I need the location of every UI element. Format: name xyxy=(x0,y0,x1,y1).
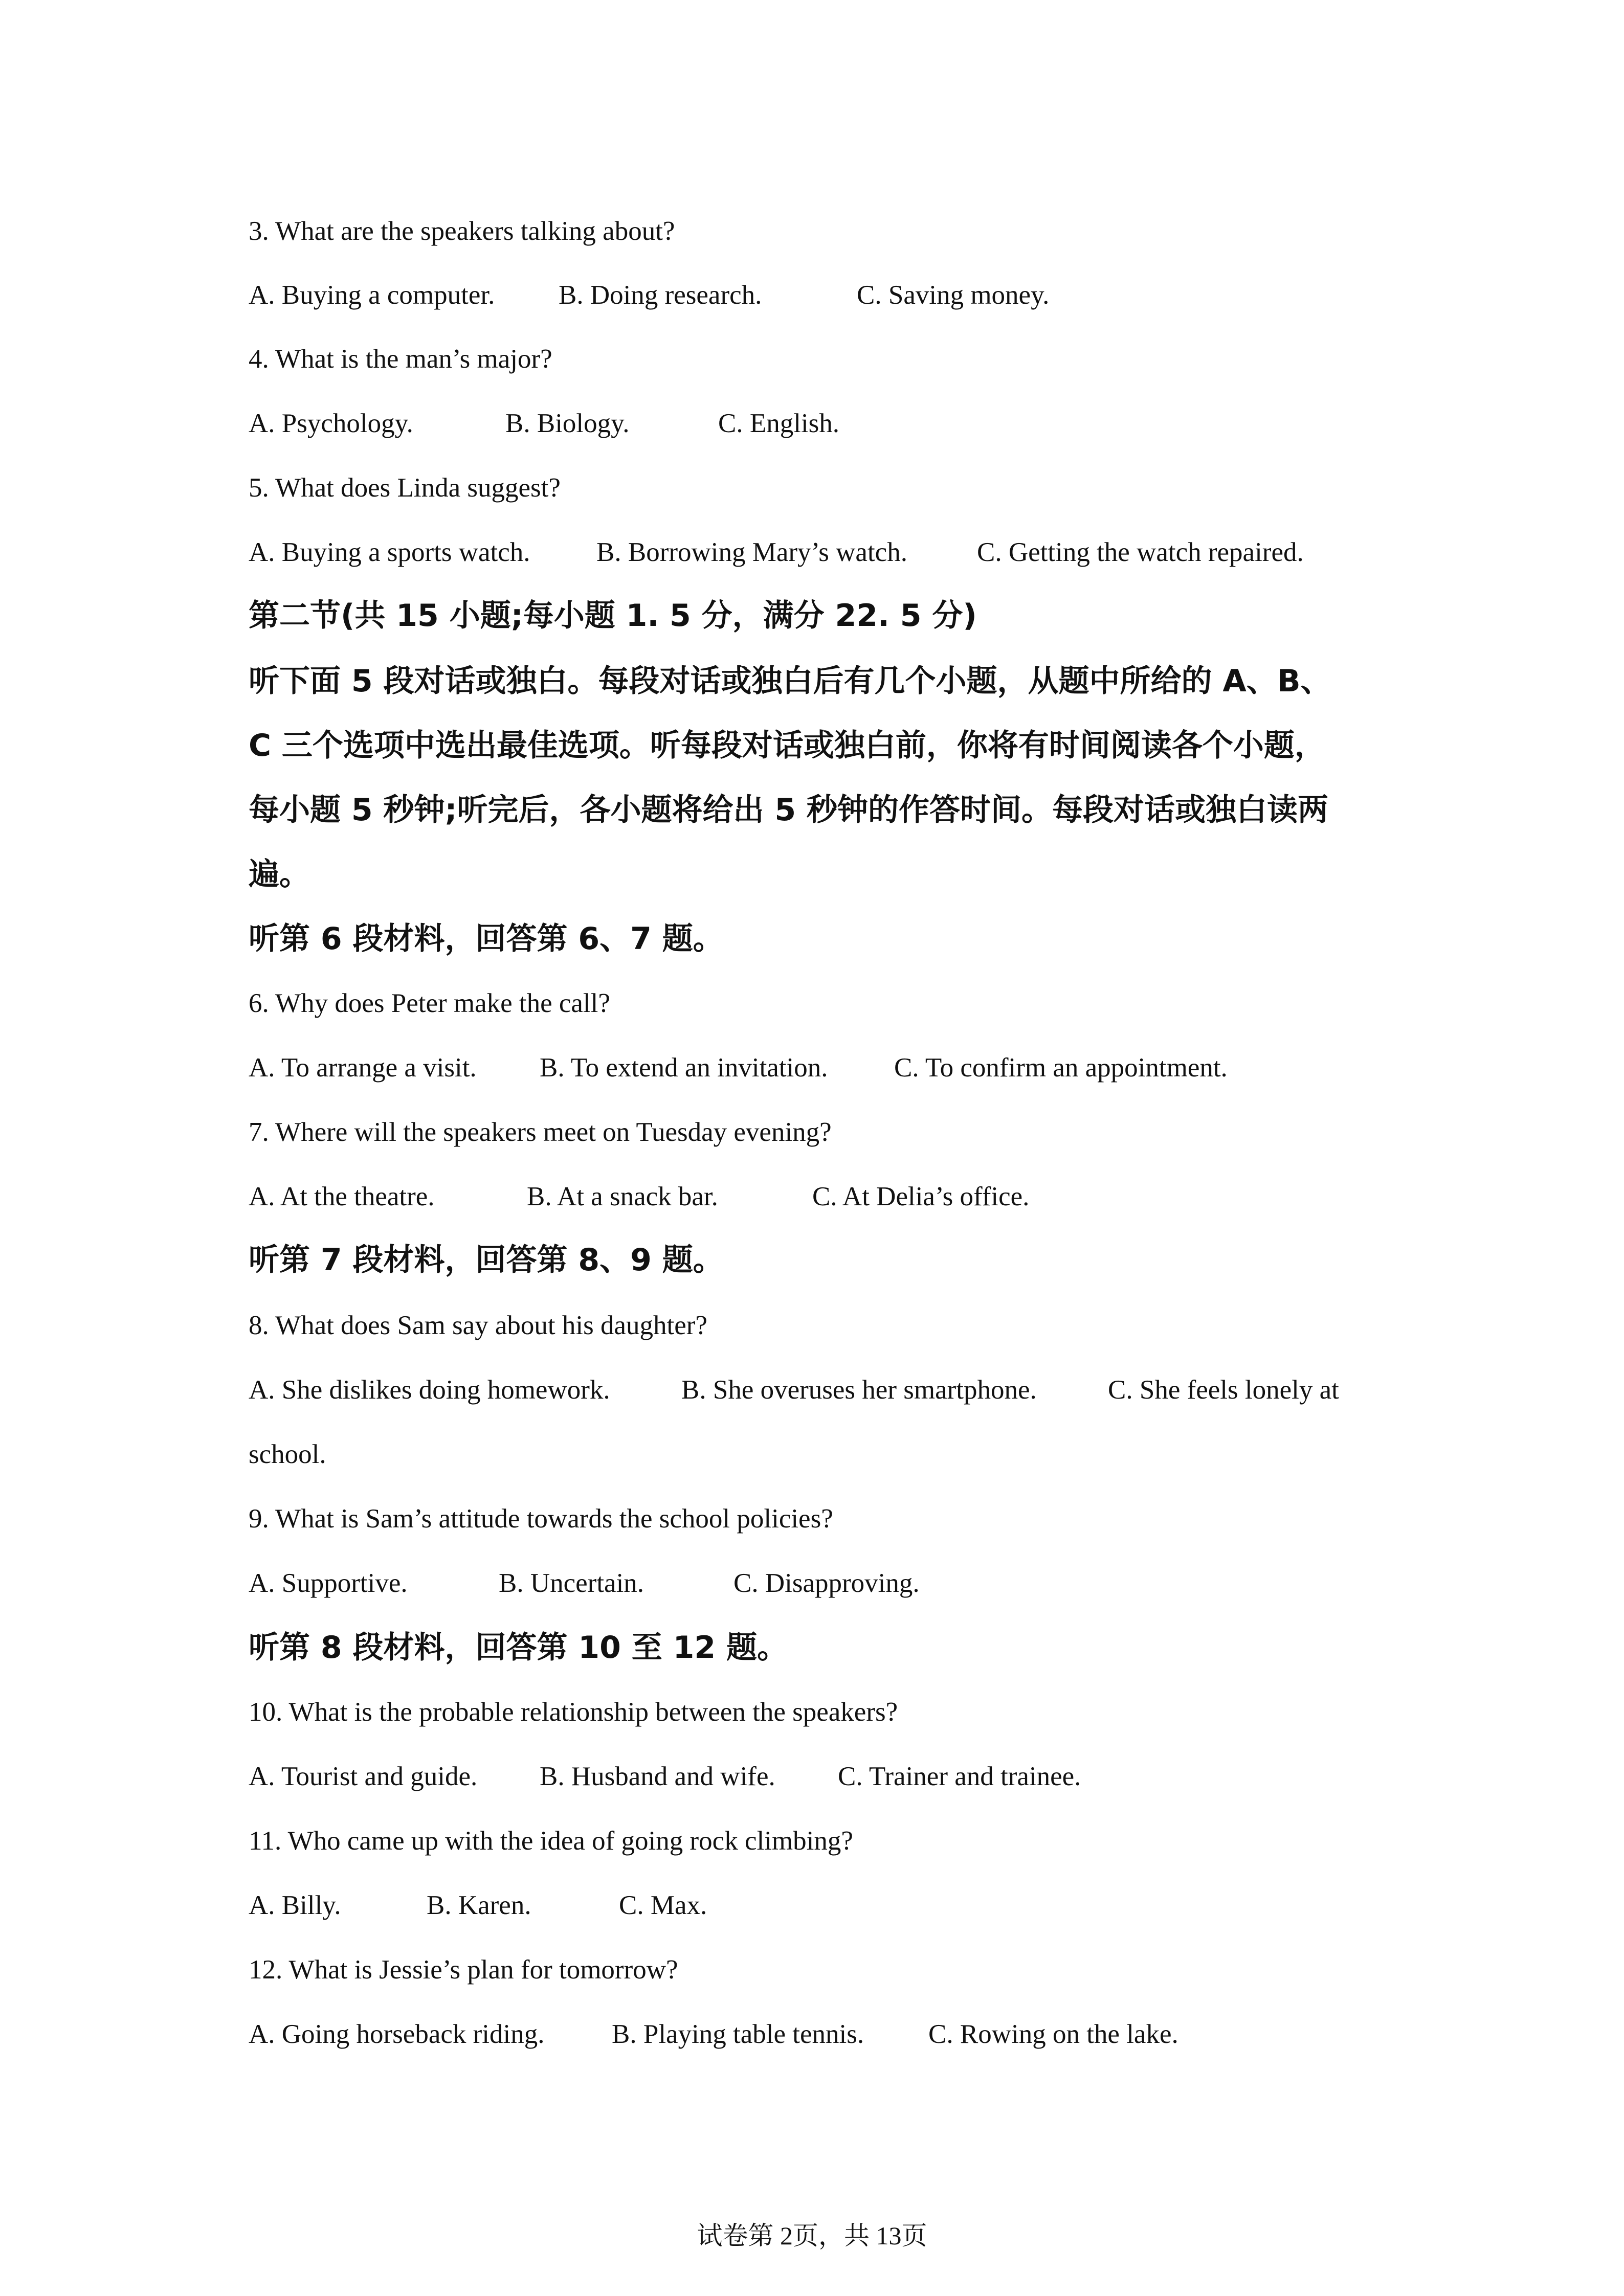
material-7-heading: 听第 7 段材料，回答第 8、9 题。 xyxy=(249,1242,724,1278)
question-6-stem: 6. Why does Peter make the call? xyxy=(249,988,610,1018)
question-7-option-b: B. At a snack bar. xyxy=(527,1182,718,1211)
question-4-stem: 4. What is the man’s major? xyxy=(249,344,552,374)
question-8-option-c-continued: school. xyxy=(249,1439,326,1469)
question-5-option-a: A. Buying a sports watch. xyxy=(249,537,530,567)
question-7-option-c: C. At Delia’s office. xyxy=(812,1182,1030,1211)
question-5-option-c: C. Getting the watch repaired. xyxy=(977,537,1304,567)
question-12-option-c: C. Rowing on the lake. xyxy=(928,2019,1178,2049)
question-12-stem: 12. What is Jessie’s plan for tomorrow? xyxy=(249,1955,678,1985)
question-4-option-a: A. Psychology. xyxy=(249,409,413,438)
question-5-stem: 5. What does Linda suggest? xyxy=(249,473,561,503)
material-8-heading: 听第 8 段材料，回答第 10 至 12 题。 xyxy=(249,1630,788,1665)
question-8-option-a: A. She dislikes doing homework. xyxy=(249,1375,610,1405)
section-2-instructions-line-4: 遍。 xyxy=(249,857,310,892)
question-10-option-c: C. Trainer and trainee. xyxy=(838,1762,1081,1791)
question-12-option-b: B. Playing table tennis. xyxy=(612,2019,864,2049)
question-8-stem: 8. What does Sam say about his daughter? xyxy=(249,1311,707,1340)
question-11-option-c: C. Max. xyxy=(619,1890,707,1920)
question-5-option-b: B. Borrowing Mary’s watch. xyxy=(596,537,907,567)
question-7-option-a: A. At the theatre. xyxy=(249,1182,435,1211)
question-4-option-c: C. English. xyxy=(718,409,840,438)
question-6-option-c: C. To confirm an appointment. xyxy=(894,1053,1228,1083)
question-8-option-b: B. She overuses her smartphone. xyxy=(681,1375,1037,1405)
question-3-option-a: A. Buying a computer. xyxy=(249,280,495,310)
section-2-heading: 第二节(共 15 小题;每小题 1. 5 分，满分 22. 5 分) xyxy=(249,598,977,634)
section-2-instructions-line-3: 每小题 5 秒钟;听完后，各小题将给出 5 秒钟的作答时间。每段对话或独白读两 xyxy=(249,792,1329,828)
question-9-option-a: A. Supportive. xyxy=(249,1568,408,1598)
question-11-option-b: B. Karen. xyxy=(427,1890,531,1920)
question-3-option-c: C. Saving money. xyxy=(857,280,1050,310)
question-10-stem: 10. What is the probable relationship between the speakers? xyxy=(249,1697,898,1727)
question-9-stem: 9. What is Sam’s attitude towards the school policies? xyxy=(249,1504,833,1534)
question-9-option-c: C. Disapproving. xyxy=(733,1568,920,1598)
question-11-stem: 11. Who came up with the idea of going rock climbing? xyxy=(249,1826,853,1856)
question-12-option-a: A. Going horseback riding. xyxy=(249,2019,545,2049)
question-10-option-b: B. Husband and wife. xyxy=(540,1762,775,1791)
page-footer: 试卷第 2页，共 13页 xyxy=(697,2221,927,2250)
question-8-option-c: C. She feels lonely at xyxy=(1108,1375,1339,1405)
question-3-stem: 3. What are the speakers talking about? xyxy=(249,216,675,246)
section-2-instructions-line-2: C 三个选项中选出最佳选项。听每段对话或独白前，你将有时间阅读各个小题， xyxy=(249,728,1325,763)
question-9-option-b: B. Uncertain. xyxy=(499,1568,644,1598)
question-11-option-a: A. Billy. xyxy=(249,1890,341,1920)
question-6-option-a: A. To arrange a visit. xyxy=(249,1053,477,1083)
question-4-option-b: B. Biology. xyxy=(505,409,630,438)
question-6-option-b: B. To extend an invitation. xyxy=(540,1053,828,1083)
section-2-instructions-line-1: 听下面 5 段对话或独白。每段对话或独白后有几个小题，从题中所给的 A、B、 xyxy=(249,663,1331,699)
question-7-stem: 7. Where will the speakers meet on Tuesday evening? xyxy=(249,1117,832,1147)
material-6-heading: 听第 6 段材料，回答第 6、7 题。 xyxy=(249,921,724,957)
question-3-option-b: B. Doing research. xyxy=(559,280,762,310)
question-10-option-a: A. Tourist and guide. xyxy=(249,1762,478,1791)
